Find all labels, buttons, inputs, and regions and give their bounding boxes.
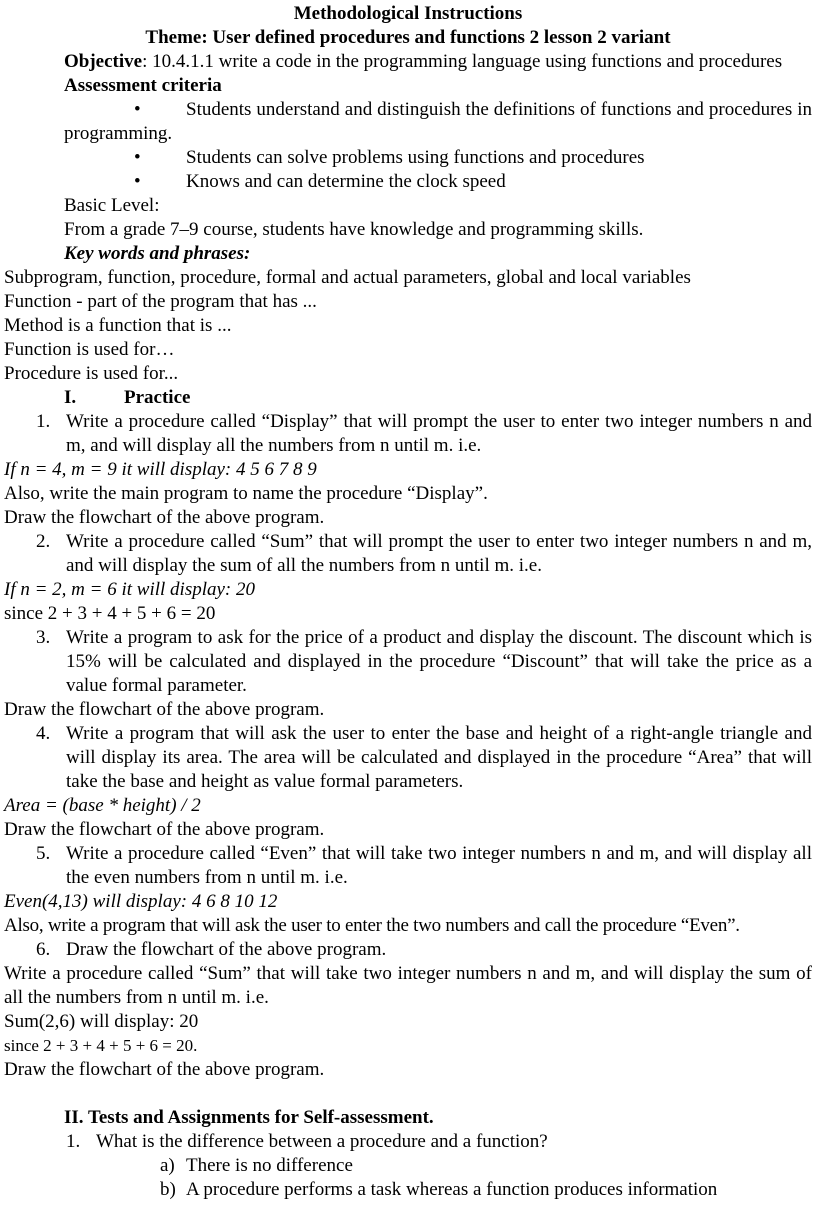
option-a-letter: a)	[160, 1155, 175, 1176]
objective-text: : 10.4.1.1 write a code in the programming language using functions and procedures	[142, 51, 783, 72]
task-6-text: Draw the flowchart of the above program.	[66, 939, 387, 960]
option-b-letter: b)	[160, 1179, 176, 1200]
question-1-number: 1.	[66, 1131, 81, 1152]
theme-label: Theme	[145, 27, 202, 48]
flowchart-instruction: Draw the flowchart of the above program.	[4, 699, 325, 720]
sum-example: Sum(2,6) will display: 20	[4, 1011, 199, 1032]
option-b	[4, 1178, 812, 1202]
sum-task: Write a procedure called “Sum” that will take two integer numbers n and m, and will display the sum of all the numbers from n until m. i.e.	[4, 963, 812, 1008]
keywords-line: Subprogram, function, procedure, formal and actual parameters, global and local variables	[4, 267, 691, 288]
task-5-text: Write a procedure called “Even” that will take two integer numbers n and m, and will display all the even numbers from n until m. i.e.	[66, 843, 812, 888]
practice-heading-text: Practice	[124, 387, 191, 408]
criteria-text-3: Knows and can determine the clock speed	[186, 171, 506, 192]
keywords-line: Method is a function that is ...	[4, 315, 232, 336]
question-1-text: What is the difference between a procedure and a function?	[96, 1131, 548, 1152]
bullet-icon: •	[134, 147, 141, 168]
task-3	[4, 626, 812, 698]
assessment-heading: Assessment criteria	[64, 75, 222, 96]
bullet-icon: •	[134, 99, 141, 120]
task-2-text: Write a procedure called “Sum” that will prompt the user to enter two integer numbers n and m, and will display the sum of all the numbers from n until m. i.e.	[66, 531, 812, 576]
option-a-text: There is no difference	[186, 1155, 353, 1176]
task-2-number: 2.	[36, 531, 51, 552]
keywords-heading: Key words and phrases:	[64, 243, 251, 264]
task-6	[4, 938, 812, 962]
objective-label: Objective	[64, 51, 143, 72]
theme-text: : User defined procedures and functions 2 lesson 2 variant	[201, 27, 671, 48]
practice-heading	[4, 386, 812, 410]
task-2-since: since 2 + 3 + 4 + 5 + 6 = 20	[4, 603, 216, 624]
document-page	[4, 2, 812, 1202]
flowchart-instruction: Draw the flowchart of the above program.	[4, 819, 325, 840]
flowchart-instruction: Draw the flowchart of the above program.	[4, 1059, 325, 1080]
task-4	[4, 722, 812, 794]
criteria-item-3	[4, 170, 812, 194]
document-title: Methodological Instructions	[293, 3, 523, 24]
task-1	[4, 410, 812, 458]
task-4-text: Write a program that will ask the user to enter the base and height of a right-angle triangle and will display its area. The area will be calculated and displayed in the procedure “Area” that will take the base and height as value formal parameters.	[66, 723, 812, 792]
objective-line	[4, 50, 812, 74]
keywords-line: Function - part of the program that has ...	[4, 291, 317, 312]
task-2	[4, 530, 812, 578]
sum-since: since 2 + 3 + 4 + 5 + 6 = 20.	[4, 1036, 198, 1055]
question-1	[4, 1130, 812, 1154]
criteria-text-1: Students understand and distinguish the definitions of functions and procedures in programming.	[64, 99, 812, 144]
task-2-example: If n = 2, m = 6 it will display: 20	[4, 579, 255, 600]
task-1-main: Also, write the main program to name the procedure “Display”.	[4, 483, 488, 504]
criteria-item-1	[4, 98, 812, 146]
spacer	[4, 1082, 812, 1106]
bullet-icon: •	[134, 171, 141, 192]
task-5-main: Also, write a program that will ask the user to enter the two numbers and call the procedure “Even”.	[4, 915, 740, 936]
task-1-text: Write a procedure called “Display” that will prompt the user to enter two integer numbers n and m, and will display all the numbers from n until m. i.e.	[66, 411, 812, 456]
theme-line	[4, 26, 812, 50]
task-5	[4, 842, 812, 890]
task-3-number: 3.	[36, 627, 51, 648]
criteria-text-2: Students can solve problems using functions and procedures	[186, 147, 645, 168]
criteria-item-2	[4, 146, 812, 170]
option-b-text: A procedure performs a task whereas a function produces information	[186, 1179, 718, 1200]
practice-numeral: I.	[64, 387, 77, 408]
task-3-text: Write a program to ask for the price of a product and display the discount. The discount which is 15% will be calculated and displayed in the procedure “Discount” that will take the price as a value formal parameter.	[66, 627, 812, 696]
flowchart-instruction: Draw the flowchart of the above program.	[4, 507, 325, 528]
task-1-number: 1.	[36, 411, 51, 432]
keywords-line: Function is used for…	[4, 339, 175, 360]
task-4-number: 4.	[36, 723, 51, 744]
task-6-number: 6.	[36, 939, 51, 960]
task-4-formula: Area = (base * height) / 2	[4, 795, 201, 816]
task-1-example: If n = 4, m = 9 it will display: 4 5 6 7 8 9	[4, 459, 317, 480]
basic-level-text: From a grade 7–9 course, students have knowledge and programming skills.	[64, 219, 644, 240]
task-5-example: Even(4,13) will display: 4 6 8 10 12	[4, 891, 278, 912]
keywords-line: Procedure is used for...	[4, 363, 179, 384]
tests-heading: II. Tests and Assignments for Self-assessment.	[64, 1107, 434, 1128]
option-a	[4, 1154, 812, 1178]
task-5-number: 5.	[36, 843, 51, 864]
basic-level-label: Basic Level:	[64, 195, 160, 216]
